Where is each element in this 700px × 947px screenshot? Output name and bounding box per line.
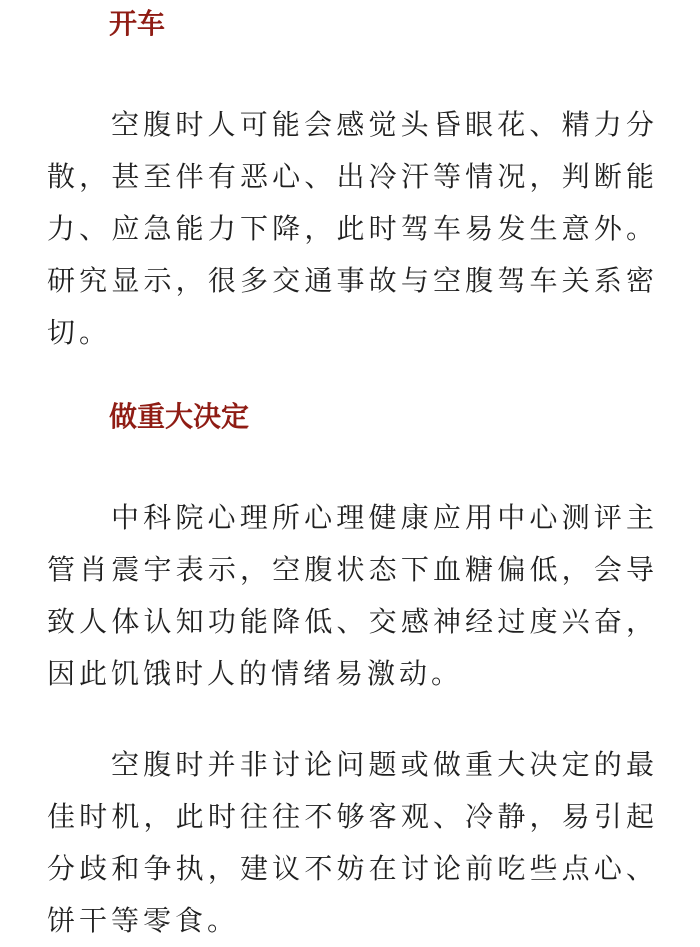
- section-heading-major-decision: 做重大决定: [109, 400, 250, 433]
- section-heading-driving: 开车: [109, 7, 166, 40]
- paragraph-driving: 空腹时人可能会感觉头昏眼花、精力分散，甚至伴有恶心、出冷汗等情况，判断能力、应急能力下降，此时驾车易发生意外。研究显示，很多交通事故与空腹驾车关系密切。: [47, 108, 658, 349]
- paragraph-decision-expert: 中科院心理所心理健康应用中心测评主管肖震宇表示，空腹状态下血糖偏低，会导致人体认知功能降低、交感神经过度兴奋，因此饥饿时人的情绪易激动。: [47, 501, 658, 690]
- paragraph-decision-advice: 空腹时并非讨论问题或做重大决定的最佳时机，此时往往不够客观、冷静，易引起分歧和争执，建议不妨在讨论前吃些点心、饼干等零食。: [47, 748, 658, 937]
